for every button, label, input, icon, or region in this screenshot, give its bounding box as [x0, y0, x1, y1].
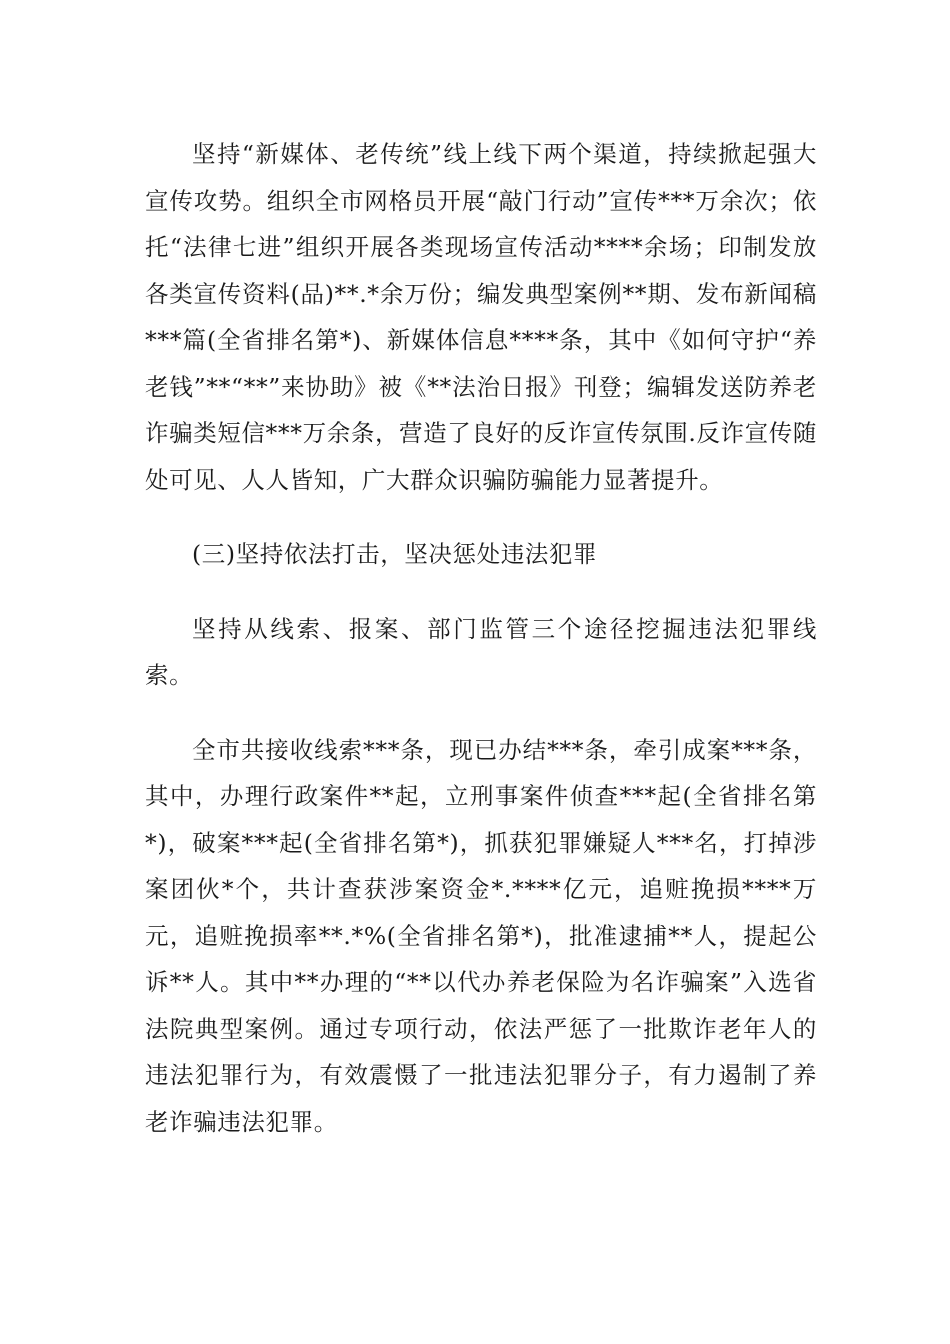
section-heading-crackdown: (三)坚持依法打击，坚决惩处违法犯罪 — [192, 540, 598, 568]
document-body — [145, 131, 817, 1145]
paragraph-case-results: 全市共接收线索***条，现已办结***条，牵引成案***条，其中，办理行政案件**起，立刑事案件侦查***起(全省排名第*)，破案***起(全省排名第*)，抓获犯罪嫌疑人***名，打掉涉案团伙*个，共计查获涉案资金*.****亿元，追赃挽损****万元，追赃挽损率**.*%(全省排名第*)，批准逮捕**人，提起公诉**人。其中**办理的“**以代办养老保险为名诈骗案”入选省法院典型案例。通过专项行动，依法严惩了一批欺诈老年人的违法犯罪行为，有效震慑了一批违法犯罪分子，有力遏制了养老诈骗违法犯罪。 — [145, 735, 817, 1136]
paragraph-publicity: 坚持“新媒体、老传统”线上线下两个渠道，持续掀起强大宣传攻势。组织全市网格员开展“敲门行动”宣传***万余次；依托“法律七进”组织开展各类现场宣传活动****余场；印制发放各类宣传资料(品)**.*余万份；编发典型案例**期、发布新闻稿***篇(全省排名第*)、新媒体信息****条，其中《如何守护“养老钱”**“**”来协助》被《**法治日报》刊登；编辑发送防养老诈骗类短信***万余条，营造了良好的反诈宣传氛围.反诈宣传随处可见、人人皆知，广大群众识骗防骗能力显著提升。 — [145, 140, 817, 494]
paragraph-clue-channels: 坚持从线索、报案、部门监管三个途径挖掘违法犯罪线索。 — [145, 614, 817, 689]
